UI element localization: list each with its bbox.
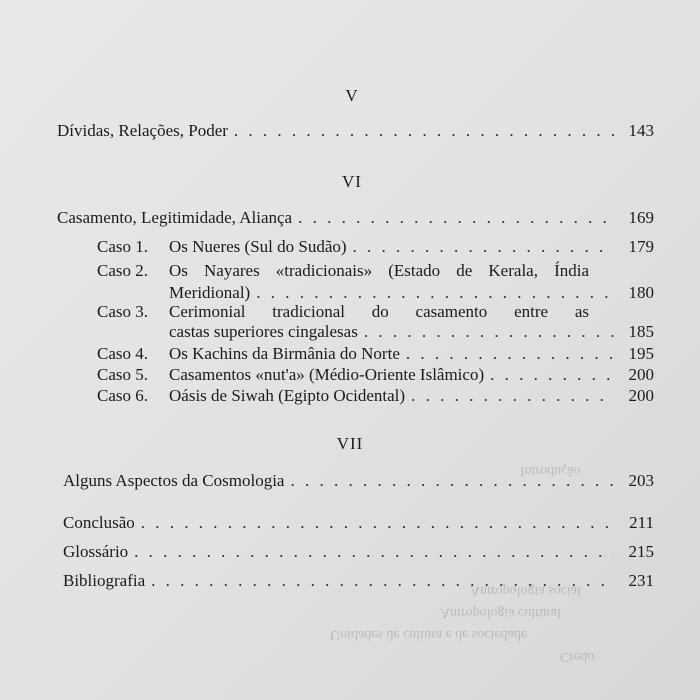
- toc-entry-title-line[interactable]: Cerimonial tradicional do casamento entre as: [169, 302, 589, 321]
- dot-leader: [134, 541, 614, 562]
- dot-leader: [353, 236, 614, 257]
- part-heading-vii: VII: [336, 434, 364, 453]
- toc-entry[interactable]: [63, 541, 654, 562]
- toc-entry[interactable]: [57, 120, 654, 141]
- toc-entry-title: Dívidas, Relações, Poder: [57, 121, 228, 140]
- toc-entry-title: Glossário: [63, 542, 129, 561]
- bleed-through-text: Unidades de cultura e de sociedade: [330, 627, 528, 642]
- toc-entry[interactable]: [63, 512, 654, 533]
- toc-entry-page: 200: [628, 386, 654, 405]
- toc-entry-page: 215: [628, 542, 654, 561]
- toc-entry-page: 179: [628, 237, 654, 256]
- toc-entry-page: 231: [628, 571, 654, 590]
- bleed-through-text: Antropologia social: [470, 583, 581, 598]
- toc-case-entry[interactable]: [97, 364, 654, 385]
- dot-leader: [490, 364, 614, 385]
- toc-case-label: Caso 2.: [97, 261, 148, 280]
- toc-entry-title: Os Nueres (Sul do Sudão): [169, 237, 347, 256]
- dot-leader: [406, 343, 614, 364]
- toc-entry-page: 211: [629, 513, 654, 532]
- toc-case-label: Caso 5.: [97, 365, 148, 384]
- toc-case-entry[interactable]: [97, 385, 654, 406]
- dot-leader: [298, 207, 614, 228]
- toc-entry-title: Casamentos «nut'a» (Médio-Oriente Islâmico): [169, 365, 485, 384]
- toc-case-label: Caso 6.: [97, 386, 148, 405]
- toc-entry-page: 169: [628, 208, 654, 227]
- toc-case-label: Caso 4.: [97, 344, 148, 363]
- bleed-through-text: Credo: [560, 649, 595, 664]
- part-heading-vi: VI: [342, 172, 362, 191]
- toc-entry-title: Conclusão: [63, 513, 135, 532]
- toc-entry-page: 180: [628, 283, 654, 302]
- dot-leader: [141, 512, 614, 533]
- bleed-through-text: Antropologia cultural: [440, 605, 561, 620]
- toc-case-label: Caso 3.: [97, 302, 148, 321]
- toc-entry-title-line[interactable]: Os Nayares «tradicionais» (Estado de Kerala, Índia: [169, 261, 589, 280]
- toc-entry-page: 203: [628, 471, 654, 490]
- toc-case-entry[interactable]: [97, 236, 654, 257]
- toc-entry[interactable]: [63, 470, 654, 491]
- dot-leader: [234, 120, 614, 141]
- toc-entry-title: Casamento, Legitimidade, Aliança: [57, 208, 293, 227]
- toc-case-label: Caso 1.: [97, 237, 148, 256]
- toc-case-entry[interactable]: [97, 343, 654, 364]
- bleed-through-text: Introdução: [520, 463, 581, 478]
- toc-entry-title: Os Kachins da Birmânia do Norte: [169, 344, 400, 363]
- dot-leader: [151, 570, 614, 591]
- toc-entry-page: 200: [628, 365, 654, 384]
- toc-case-entry[interactable]: [169, 321, 654, 342]
- toc-entry-page: 185: [628, 322, 654, 341]
- toc-entry-page: 143: [628, 121, 654, 140]
- dot-leader: [364, 321, 614, 342]
- part-heading-v: V: [345, 86, 359, 105]
- toc-entry[interactable]: [63, 570, 654, 591]
- toc-entry-page: 195: [628, 344, 654, 363]
- toc-entry-title: castas superiores cingalesas: [169, 322, 358, 341]
- toc-entry-title: Oásis de Siwah (Egipto Ocidental): [169, 386, 406, 405]
- toc-case-entry[interactable]: [169, 282, 654, 303]
- toc-entry-title: Meridional): [169, 283, 251, 302]
- toc-entry[interactable]: [57, 207, 654, 228]
- toc-entry-title: Alguns Aspectos da Cosmologia: [63, 471, 285, 490]
- dot-leader: [411, 385, 614, 406]
- toc-entry-title: Bibliografia: [63, 571, 146, 590]
- dot-leader: [290, 470, 614, 491]
- dot-leader: [256, 282, 614, 303]
